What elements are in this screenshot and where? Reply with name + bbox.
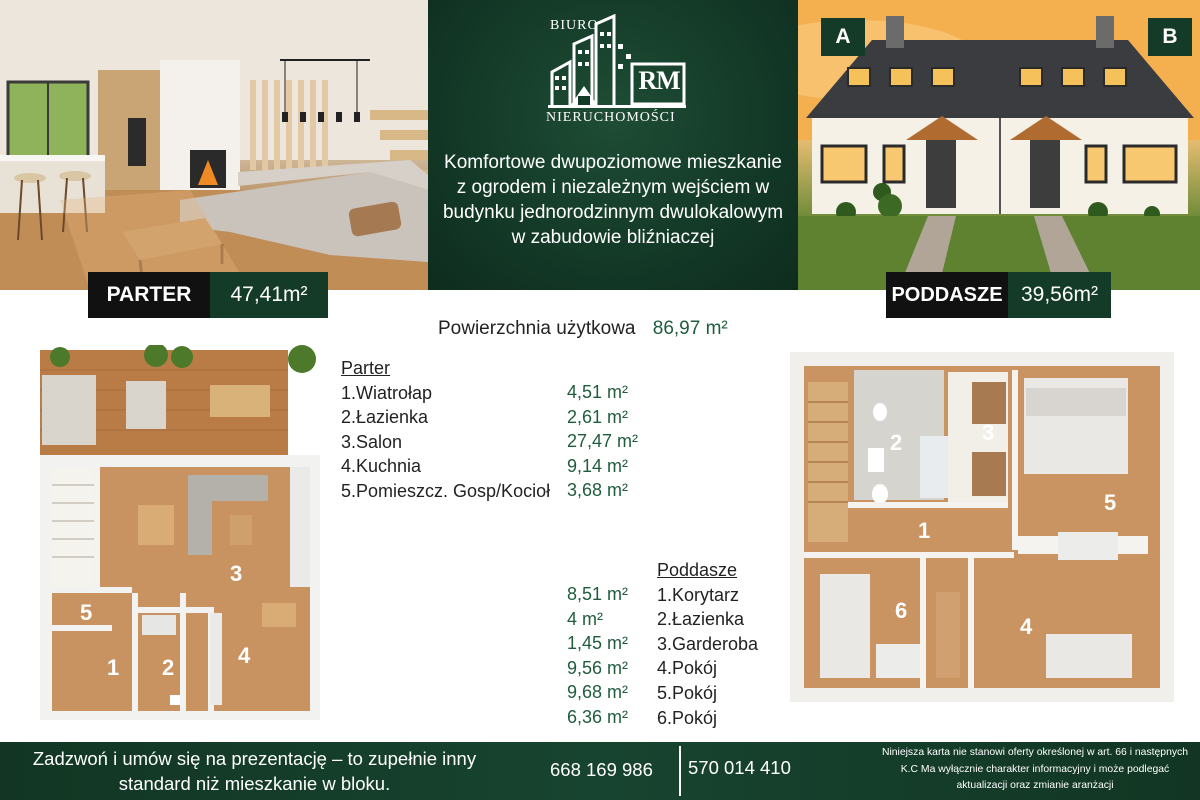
parter-room-name: 2.Łazienka [341, 407, 429, 428]
total-usable-area [438, 318, 728, 340]
parter-room-area: 27,47 m² [567, 431, 639, 452]
parter-room-4-label: 4 [238, 643, 251, 668]
parter-room-name: 1.Wiatrołap [341, 382, 433, 403]
contact-footer [0, 742, 1200, 800]
interior-illustration [0, 0, 428, 290]
poddasze-room-1-label: 1 [918, 518, 931, 543]
parter-room-name: 5.Pomieszcz. Gosp/Kocioł [341, 480, 551, 501]
parter-room-list [341, 356, 550, 504]
logo-bottom-text: NIERUCHOMOŚCI [546, 110, 676, 125]
poddasze-name: PODDASZE [886, 272, 1008, 318]
legal-disclaimer: Niniejsza karta nie stanowi oferty określonej w art. 66 i następnych K.C Ma wyłącznie charakter informacyjny i może podlegać aktualizacji oraz zmianie aranżacji [881, 747, 1189, 791]
unit-a-badge: A [821, 18, 865, 56]
footer-divider [679, 746, 681, 796]
parter-room-1-label: 1 [107, 655, 120, 680]
poddasze-heading: Poddasze [657, 560, 738, 580]
poddasze-room-5-label: 5 [1104, 490, 1117, 515]
poddasze-room-name: 1.Korytarz [657, 584, 740, 605]
poddasze-room-name: 2.Łazienka [657, 609, 745, 630]
poddasze-plan-drawing [790, 352, 1174, 702]
call-to-action-text: Zadzwoń i umów się na prezentację – to zupełnie inny standard niż mieszkanie w bloku. [32, 748, 477, 794]
phone-number-1[interactable]: 668 169 986 [550, 759, 653, 780]
logo-buildings-icon [540, 14, 690, 114]
parter-room-area: 2,61 m² [567, 406, 629, 427]
parter-room-area: 3,68 m² [567, 480, 629, 501]
parter-room-name: 3.Salon [341, 431, 403, 452]
company-logo [540, 14, 690, 129]
poddasze-room-name: 6.Pokój [657, 707, 718, 728]
total-area-value: 86,97 m² [652, 318, 728, 339]
poddasze-room-name: 4.Pokój [657, 658, 718, 679]
poddasze-room-area: 9,56 m² [567, 657, 629, 678]
poddasze-area-list [567, 582, 628, 730]
logo-monogram: RM [638, 66, 680, 95]
parter-room-3-label: 3 [230, 561, 243, 586]
poddasze-room-2-label: 2 [890, 430, 903, 455]
parter-area-list [567, 380, 638, 503]
parter-heading: Parter [341, 358, 391, 378]
parter-room-name: 4.Kuchnia [341, 456, 422, 477]
phone-number-2[interactable]: 570 014 410 [688, 757, 791, 778]
parter-label [88, 272, 328, 318]
offer-description: Komfortowe dwupoziomowe mieszkanie z ogrodem i niezależnym wejściem w budynku jednorodzinnym dwulokalowym w zabudowie bliźniaczej [442, 152, 784, 248]
poddasze-floor-plan [790, 352, 1174, 702]
parter-floor-plan [40, 345, 320, 720]
unit-b-badge: B [1148, 18, 1192, 56]
parter-room-area: 4,51 m² [567, 382, 629, 402]
poddasze-room-area: 8,51 m² [567, 584, 629, 604]
parter-room-5-label: 5 [80, 600, 93, 625]
poddasze-room-area: 9,68 m² [567, 682, 629, 703]
brand-panel [428, 0, 798, 290]
parter-area: 47,41m² [210, 272, 328, 318]
poddasze-room-name: 5.Pokój [657, 682, 718, 703]
poddasze-area: 39,56m² [1008, 272, 1111, 318]
interior-photo [0, 0, 428, 290]
poddasze-room-3-label: 3 [982, 420, 995, 445]
poddasze-room-area: 1,45 m² [567, 633, 629, 654]
poddasze-room-area: 4 m² [567, 608, 603, 629]
poddasze-room-list [657, 558, 758, 730]
parter-room-area: 9,14 m² [567, 455, 629, 476]
parter-plan-drawing [40, 345, 320, 720]
poddasze-label [886, 272, 1111, 318]
parter-name: PARTER [88, 272, 210, 318]
logo-top-text: BIURO [550, 18, 599, 33]
parter-room-2-label: 2 [162, 655, 175, 680]
poddasze-room-area: 6,36 m² [567, 706, 629, 727]
poddasze-room-name: 3.Garderoba [657, 633, 759, 654]
poddasze-room-6-label: 6 [895, 598, 908, 623]
total-area-label: Powierzchnia użytkowa [438, 318, 636, 339]
poddasze-room-4-label: 4 [1020, 614, 1033, 639]
